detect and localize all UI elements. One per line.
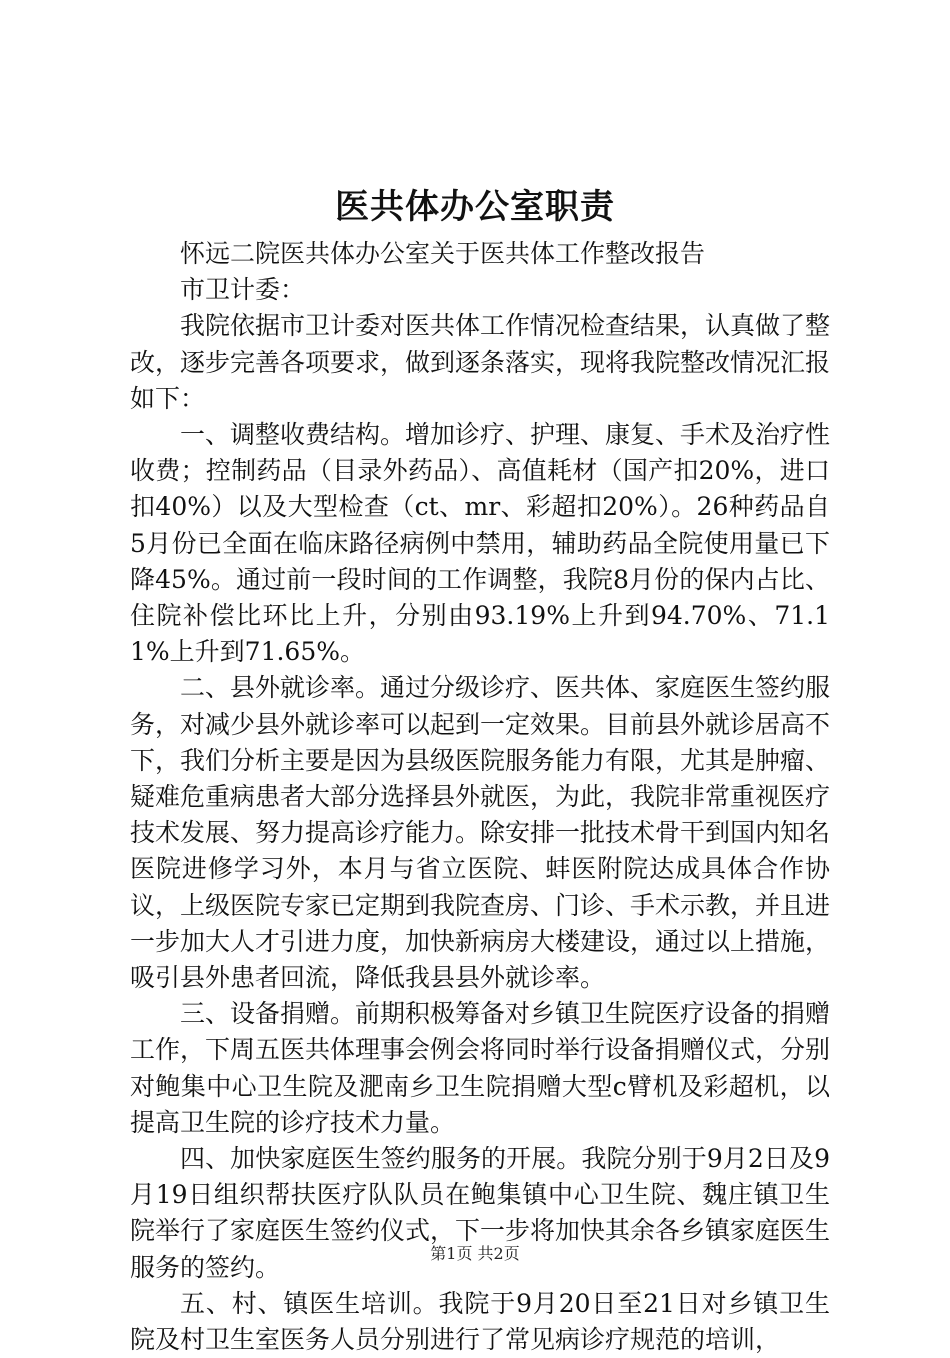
body-paragraph-5: 五、村、镇医生培训。我院于9月20日至21日对乡镇卫生院及村卫生室医务人员分别进行了常见病诊疗规范的培训， [130, 1288, 830, 1355]
body-paragraph-4: 四、加快家庭医生签约服务的开展。我院分别于9月2日及9月19日组织帮扶医疗队队员在鲍集镇中心卫生院、魏庄镇卫生院举行了家庭医生签约仪式，下一步将加快其余各乡镇家庭医生服务的签约。 [130, 1144, 831, 1282]
document-body [130, 236, 830, 1358]
page-footer: 第1页 共2页 [430, 1244, 520, 1263]
document-title: 医共体办公室职责 [335, 187, 615, 227]
body-paragraph-1: 一、调整收费结构。增加诊疗、护理、康复、手术及治疗性收费；控制药品（目录外药品）、高值耗材（国产扣20%，进口扣40%）以及大型检查（ct、mr、彩超扣20%）。26种药品自5月份已全面在临床路径病例中禁用，辅助药品全院使用量已下降45%。通过前一段时间的工作调整，我院8月份的保内占比、住院补偿比环比上升，分别由93.19%上升到94.70%、71.11%上升到71.65%。 [130, 420, 831, 667]
body-paragraph-3: 三、设备捐赠。前期积极筹备对乡镇卫生院医疗设备的捐赠工作，下周五医共体理事会例会将同时举行设备捐赠仪式，分别对鲍集中心卫生院及淝南乡卫生院捐赠大型c臂机及彩超机，以提高卫生院的诊疗技术力量。 [130, 999, 831, 1137]
body-paragraph-2: 二、县外就诊率。通过分级诊疗、医共体、家庭医生签约服务，对减少县外就诊率可以起到一定效果。目前县外就诊居高不下，我们分析主要是因为县级医院服务能力有限，尤其是肿瘤、疑难危重病患者大部分选择县外就医，为此，我院非常重视医疗技术发展、努力提高诊疗能力。除安排一批技术骨干到国内知名医院进修学习外，本月与省立医院、蚌医附院达成具体合作协议，上级医院专家已定期到我院查房、门诊、手术示教，并且进一步加大人才引进力度，加快新病房大楼建设，通过以上措施，吸引县外患者回流，降低我县县外就诊率。 [130, 673, 831, 993]
addressee: 市卫计委： [180, 275, 306, 305]
body-paragraph-intro: 我院依据市卫计委对医共体工作情况检查结果，认真做了整改，逐步完善各项要求，做到逐条落实，现将我院整改情况汇报如下： [130, 311, 831, 413]
report-heading: 怀远二院医共体办公室关于医共体工作整改报告 [180, 239, 706, 268]
